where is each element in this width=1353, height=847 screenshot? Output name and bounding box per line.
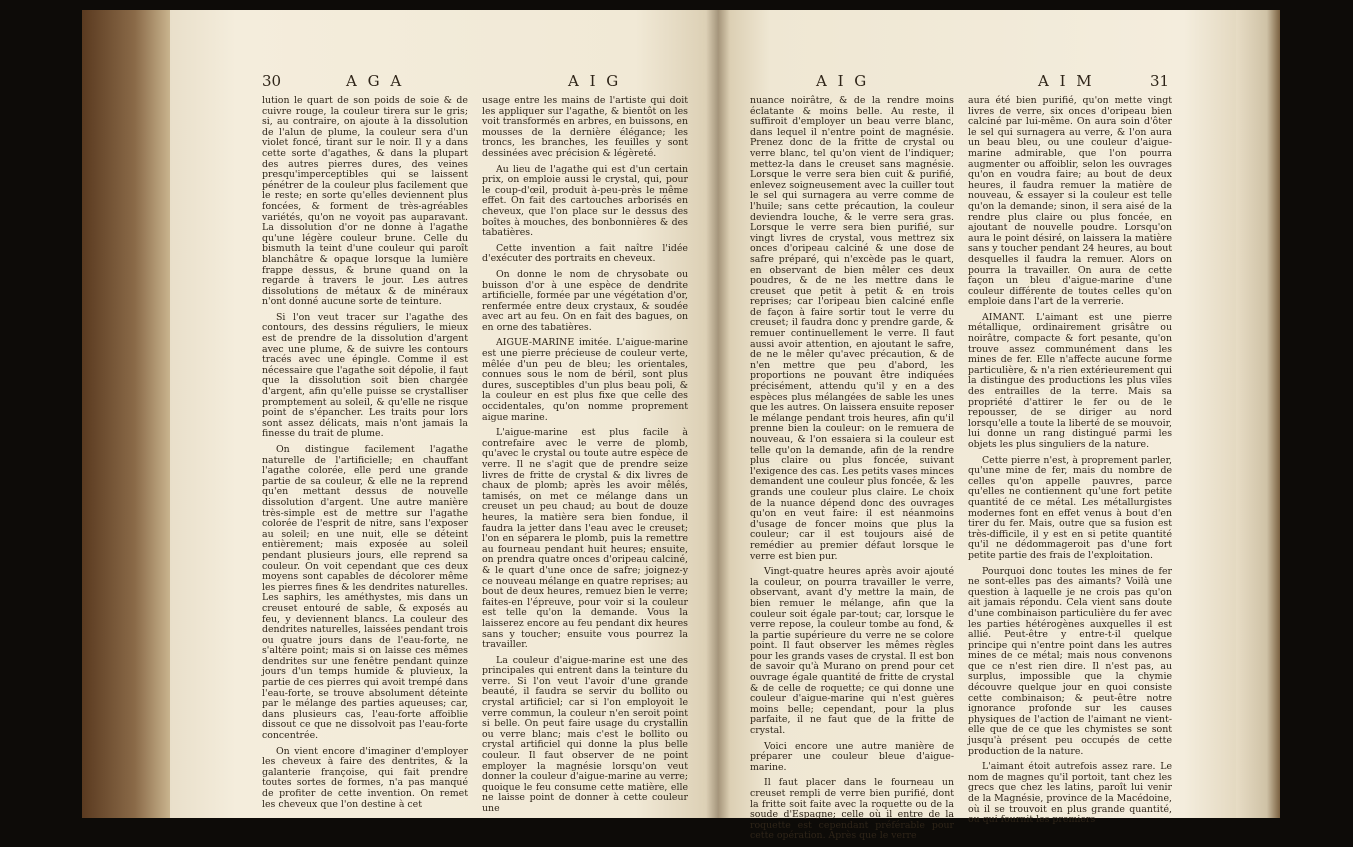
paragraph: Voici encore une autre manière de préparer une couleur bleue d'aigue-marine. [750,740,954,773]
right-page [718,10,1236,842]
paragraph: aura été bien purifié, qu'on mette vingt livres de verre, six onces d'oripeau bien calciné par lui-même. On aura soin d'ôter le sel qui surnagera au verre, & l'on aura un beau bleu, ou une couleur d'aigue-marine admirable, que l'on pourra augmenter ou affoiblir, selon les ouvrages qu'on en voudra faire; au bout de deux heures, il faudra remuer la matière de nouveau, & essayer si la couleur est telle qu'on la demande; sinon, il sera aisé de la rendre plus claire ou plus foncée, en ajoutant de nouvelle poudre. Lorsqu'on aura le point désiré, on laissera la matière sans y toucher pendant 24 heures, au bout desquelles il faudra la remuer. Alors on pourra la travailler. On aura de cette façon un bleu d'aigue-marine d'une couleur différente de toutes celles qu'on emploie dans l'art de la verrerie. [968,95,1172,308]
running-head-left: A G A [346,72,405,90]
paragraph: Cette pierre n'est, à proprement parler, qu'une mine de fer, mais du nombre de celles qu'on appelle pauvres, parce qu'elles ne contiennent qu'une fort petite quantité de ce métal. Les métallurgistes modernes font en effet venus à bout d'en tirer du fer. Mais, outre que sa fusion est très-difficile, il y est en si petite quantité qu'il ne dédommageroit pas d'une fort petite partie des frais de l'exploitation. [968,454,1172,561]
paragraph: nuance noirâtre, & de la rendre moins éclatante & moins belle. Au reste, il suffiroit d'employer un beau verre blanc, dans lequel il n'entre point de magnésie. Prenez donc de la fritte de crystal ou verre blanc, tel qu'on vient de l'indiquer; mettez-la dans le creuset sans magnésie. Lorsque le verre sera bien cuit & purifié, enlevez soigneusement avec la cuiller tout le sel qui surnagera au verre comme de l'huile; sans cette précaution, la couleur deviendra louche, & le verre sera gras. Lorsque le verre sera bien purifié, sur vingt livres de crystal, vous mettrez six onces d'oripeau calciné & une dose de safre préparé, qui n'excède pas le quart, en observant de bien mêler ces deux poudres, & de ne les mettre dans le creuset que petit à petit & en trois reprises; car l'oripeau bien calciné enfle de façon à faire sortir tout le verre du creuset; il faudra donc y prendre garde, & remuer continuellement le verre. Il faut aussi avoir attention, en ajoutant le safre, de ne le mêler qu'avec précaution, & de n'en mettre que peu d'abord, les proportions ne pouvant être indiquées précisément, attendu qu'il y en a des espèces plus mélangées de sable les unes que les autres. On laissera ensuite reposer le mélange pendant trois heures, afin qu'il prenne bien la couleur: on le remuera de nouveau, & l'on essaiera si la couleur est telle qu'on la demande, afin de la rendre plus claire ou plus foncée, suivant l'exigence des cas. Les petits vases minces demandent une couleur plus foncée, & les grands une couleur plus claire. Le choix de la nuance dépend donc des ouvrages qu'on en veut faire: il est néanmoins d'usage de foncer moins que plus la couleur; car il est toujours aisé de remédier au premier défaut lorsque le verre est bien pur. [750,95,954,562]
paragraph: On distingue facilement l'agathe naturelle de l'artificielle; en chauffant l'agathe colorée, elle perd une grande partie de sa couleur, & elle ne la reprend qu'en mettant dessus de nouvelle dissolution d'argent. Une autre manière très-simple est de mettre sur l'agathe colorée de l'esprit de nitre, sans l'exposer au soleil; en une nuit, elle se déteint entièrement; mais exposée au soleil pendant plusieurs jours, elle reprend sa couleur. On voit cependant que ces deux moyens sont capables de décolorer même les pierres fines & les dendrites naturelles. Les saphirs, les améthystes, mis dans un creuset entouré de sable, & exposés au feu, y deviennent blancs. La couleur des dendrites naturelles, laissées pendant trois ou quatre jours dans de l'eau-forte, ne s'altère point; mais si on laisse ces mêmes dendrites sur une fenêtre pendant quinze jours d'un temps humide & pluvieux, la partie de ces pierres qui avoit trempé dans l'eau-forte, se trouve absolument déteinte par le mélange des parties aqueuses; car, dans plusieurs cas, l'eau-forte affoiblie dissout ce que ne dissolvoit pas l'eau-forte concentrée. [262,444,468,742]
running-head-right: A I G [568,72,622,90]
paragraph: Cette invention a fait naître l'idée d'exécuter des portraits en cheveux. [482,242,688,265]
paragraph: Il faut placer dans le fourneau un creuset rempli de verre bien purifié, dont la fritte soit faite avec la roquette ou de la soude d'Espagne; celle où il entre de la roquette est cependant préférable pour cette opération. Après que le verre [750,777,954,842]
paragraph: On donne le nom de chrysobate ou buisson d'or à une espèce de dendrite artificielle, formée par une végétation d'or, renfermée entre deux crystaux, & soudée avec art au feu. On en fait des bagues, on en orne des tabatières. [482,268,688,333]
paragraph: On vient encore d'imaginer d'employer les cheveux à faire des dentrites, & la galanterie françoise, qui fait prendre toutes sortes de formes, n'a pas manqué de profiter de cette invention. On remet les cheveux que l'on destine à cet [262,745,468,810]
paragraph: La couleur d'aigue-marine est une des principales qui entrent dans la teinture du verre. Si l'on veut l'avoir d'une grande beauté, il faudra se servir du bollito ou crystal artificiel; car si l'on employoit le verre commun, la couleur n'en seroit point si belle. On peut faire usage du crystallin ou verre blanc; mais c'est le bollito ou crystal artificiel qui donne la plus belle couleur. Il faut observer de ne point employer la magnésie lorsqu'on veut donner la couleur d'aigue-marine au verre; quoique le feu consume cette matière, elle ne laisse point de donner à cette couleur une [482,654,688,814]
running-head-right: A I M [1038,72,1095,90]
paragraph: Si l'on veut tracer sur l'agathe des contours, des dessins réguliers, le mieux est de prendre de la dissolution d'argent avec une plume, & de suivre les contours tracés avec une épingle. Comme il est nécessaire que l'agathe soit dépolie, il faut que la dissolution soit bien chargée d'argent, afin qu'elle puisse se crystalliser promptement au soleil, & qu'elle ne risque point de s'épancher. Les traits pour lors sont assez délicats, mais n'ont jamais la finesse du trait de plume. [262,311,468,440]
paragraph: lution le quart de son poids de soie & de cuivre rouge, la couleur tirera sur le gris; si, au contraire, on ajoute à la dissolution de l'alun de plume, la couleur sera d'un violet foncé, tirant sur le noir. Il y a dans cette sorte d'agathes, & dans la plupart des autres pierres dures, des veines presqu'imperceptibles qui se laissent pénétrer de la couleur plus facilement que le reste; en sorte qu'elles deviennent plus foncées, & forment de très-agréables variétés, qu'on ne voyoit pas auparavant. La dissolution d'or ne donne à l'agathe qu'une légère couleur brune. Celle du bismuth la teint d'une couleur qui paroît blanchâtre & opaque lorsque la lumière frappe dessus, & brune quand on la regarde à travers le jour. Les autres dissolutions de métaux & de minéraux n'ont donné aucune sorte de teinture. [262,95,468,308]
page-number: 30 [262,72,282,90]
paragraph: Pourquoi donc toutes les mines de fer ne sont-elles pas des aimants? Voilà une question à laquelle je ne crois pas qu'on ait jamais répondu. Cela vient sans doute d'une combinaison particulière du fer avec les parties hétérogènes auxquelles il est allié. Peut-être y entre-t-il quelque principe qui n'entre point dans les autres mines de ce métal; mais nous convenons que ce n'est rien dire. Il n'est pas, au surplus, impossible que la chymie découvre quelque jour en quoi consiste cette combinaison; & peut-être notre ignorance profonde sur les causes physiques de l'action de l'aimant ne vient-elle que de ce que les chymistes se sont jusqu'à présent peu occupés de cette production de la nature. [968,565,1172,757]
book-spine [82,10,170,818]
book-gutter [706,10,730,818]
paragraph: usage entre les mains de l'artiste qui doit les appliquer sur l'agathe, & bientôt on les voit transformés en arbres, en buissons, en mousses de la dernière élégance; les troncs, les branches, les feuilles y sont dessinées avec précision & légèreté. [482,95,688,159]
text-column-1 [262,96,468,815]
text-column-1 [750,96,954,847]
paragraph: L'aimant étoit autrefois assez rare. Le nom de magnes qu'il portoit, tant chez les grecs que chez les latins, paroît lui venir de la Magnésie, province de la Macédoine, où il se trouvoit en plus grande quantité, ou qui fournit les premiers [968,761,1172,826]
text-column-2 [968,96,1172,831]
paragraph: AIGUE-MARINE imitée. L'aigue-marine est une pierre précieuse de couleur verte, mêlée d'un peu de bleu; les orientales, connues sous le nom de béril, sont plus dures, susceptibles d'un plus beau poli, & la couleur en est plus fixe que celle des occidentales, qu'on nomme proprement aigue marine. [482,337,688,423]
paragraph: L'aigue-marine est plus facile à contrefaire avec le verre de plomb, qu'avec le crystal ou toute autre espèce de verre. Il ne s'agit que de prendre seize livres de fritte de crystal & dix livres de chaux de plomb; après les avoir mêlés, tamisés, on met ce mélange dans un creuset un peu chaud; au bout de douze heures, la matière sera bien fondue, il faudra la jetter dans l'eau avec le creuset; l'on en séparera le plomb, puis la remettre au fourneau pendant huit heures; ensuite, on prendra quatre onces d'oripeau calciné, & le quart d'une once de safre; joignez-y ce nouveau mélange en quatre reprises; au bout de deux heures, remuez bien le verre; faites-en l'épreuve, pour voir si la couleur est telle qu'on la demande. Vous la laisserez encore au feu pendant dix heures sans y toucher; ensuite vous pourrez la travailler. [482,427,688,651]
paragraph: Au lieu de l'agathe qui est d'un certain prix, on emploie aussi le crystal, qui, pour le coup-d'œil, produit à-peu-près le même effet. On fait des cartouches arborisés en cheveux, que l'on place sur le dessus des boîtes à mouches, des bonbonnières & des tabatières. [482,163,688,239]
paragraph: AIMANT. L'aimant est une pierre métallique, ordinairement grisâtre ou noirâtre, compacte & fort pesante, qu'on trouve assez communément dans les mines de fer. Elle n'affecte aucune forme particulière, & n'a rien extérieurement qui la distingue des productions les plus viles des entrailles de la terre. Mais sa propriété d'attirer le fer ou de le repousser, de se diriger au nord lorsqu'elle a toute la liberté de se mouvoir, lui donne un rang distingué parmi les objets les plus singuliers de la nature. [968,311,1172,450]
paragraph: Vingt-quatre heures après avoir ajouté la couleur, on pourra travailler le verre, observant, avant d'y mettre la main, de bien remuer le mélange, afin que la couleur soit égale par-tout; car, lorsque le verre repose, la couleur tombe au fond, & la partie supérieure du verre ne se colore point. Il faut observer les mêmes règles pour les grands vases de crystal. Il est bon de savoir qu'à Murano on prend pour cet ouvrage égale quantité de fritte de crystal & de celle de roquette; ce qui donne une couleur d'aigue-marine qui n'est guères moins belle; cependant, pour la plus parfaite, il ne faut que de la fritte de crystal. [750,566,954,737]
running-head-left: A I G [816,72,870,90]
page-edges [1236,10,1280,818]
left-page [170,10,718,818]
text-column-2 [482,96,688,820]
page-number: 31 [1150,72,1170,90]
